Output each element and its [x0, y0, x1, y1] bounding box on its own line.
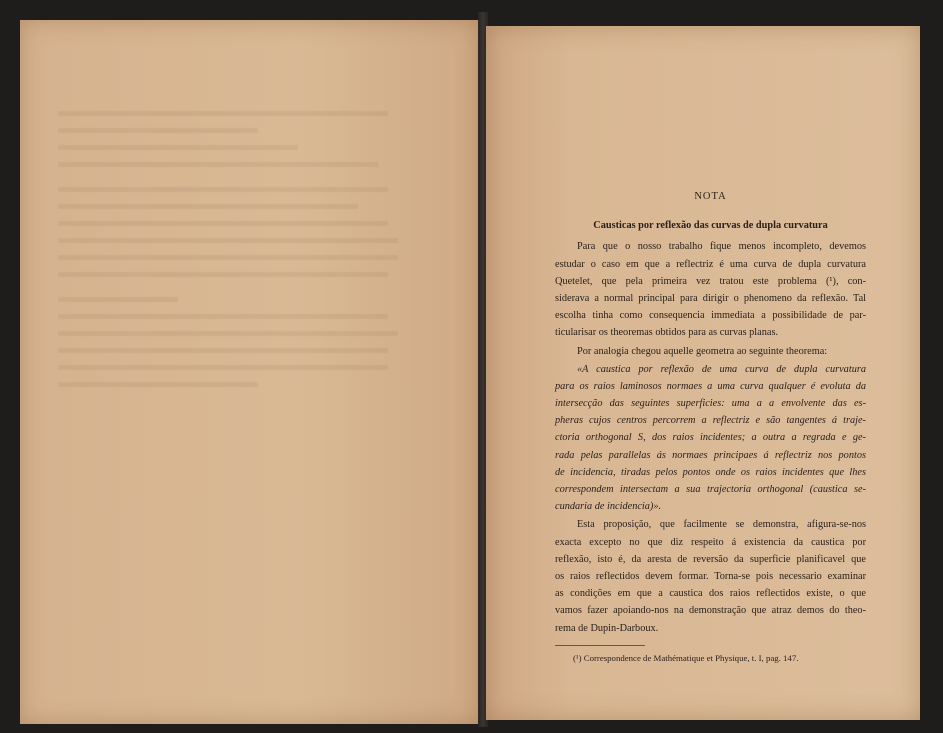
text-line: Esta proposição, que facilmente se demonstra, afigura-se-nos: [577, 519, 866, 531]
faded-line: [58, 181, 388, 192]
footnote-divider: [555, 645, 645, 646]
faded-line: [58, 308, 388, 319]
page-heading: NOTA: [694, 191, 727, 202]
faded-line: [58, 232, 398, 243]
text-line: exacta excepto no que diz respeito á existencia da caustica por: [555, 536, 866, 548]
faded-line: [58, 266, 388, 277]
faded-line: [58, 156, 378, 167]
faded-line: [58, 359, 388, 370]
text-line: rada pelas parallelas ás normaes principaes á reflectriz nos pontos: [555, 449, 866, 461]
faded-line: [58, 342, 388, 353]
text-line: ctoria orthogonal S, dos raios incidentes; a outra a regrada e ge-: [555, 432, 866, 444]
left-page-bleed-through-text: [58, 105, 458, 393]
faded-line: [58, 122, 258, 133]
faded-line: [58, 105, 388, 116]
quoted-theorem: [555, 361, 866, 516]
body-text: [555, 238, 866, 636]
faded-line: [58, 325, 398, 336]
paragraph: [555, 343, 866, 360]
text-line: ticularisar os theoremas obtidos para as curvas planas.: [555, 327, 779, 339]
faded-line: [58, 215, 388, 226]
text-line: escolha tinha como consequencia immediata a possibilidade de par-: [555, 310, 866, 322]
faded-line: [58, 376, 258, 387]
text-line: para os raios laminosos normaes a uma curva qualquer é evoluta da: [555, 380, 866, 392]
text-line: «A caustica por reflexão de uma curva de dupla curvatura: [577, 363, 866, 375]
text-line: de incidencia, tiradas pelos pontos onde os raios incidentes que lhes: [555, 466, 866, 478]
faded-line: [58, 291, 178, 302]
paragraph: [555, 238, 866, 341]
right-page-text: [555, 188, 866, 664]
faded-line: [58, 249, 398, 260]
text-line: siderava a normal principal para dirigir o phenomeno da reflexão. Tal: [555, 292, 866, 304]
text-line: intersecção das seguintes superficies: uma a a envolvente das es-: [555, 398, 866, 410]
text-line: os raios reflectidos devem formar. Torna-se pois necessario examinar: [555, 570, 866, 582]
text-line: Para que o nosso trabalho fique menos incompleto, devemos: [577, 241, 866, 253]
faded-line: [58, 139, 298, 150]
text-line: rema de Dupin-Darboux.: [555, 622, 659, 634]
text-line: as condições em que a caustica dos raios reflectidos existe, o que: [555, 588, 866, 600]
text-line: estudar o caso em que a reflectriz é uma curva de dupla curvatura: [555, 258, 866, 270]
paragraph: [555, 516, 866, 636]
text-line: pheras cujos centros percorrem a reflectriz e são tangentes á traje-: [555, 415, 866, 427]
text-line: cundaria de incidencia)».: [555, 501, 662, 513]
text-line: reflexão, isto é, da aresta de reversão da superficie planificavel que: [555, 553, 866, 565]
text-line: correspondem intersectam a sua trajectoria orthogonal (caustica se-: [555, 484, 866, 496]
section-title: Causticas por reflexão das curvas de dupla curvatura: [593, 220, 828, 232]
faded-line: [58, 198, 358, 209]
text-line: vamos fazer apoiando-nos na demonstração que atraz demos do theo-: [555, 605, 866, 617]
text-line: Por analogia chegou aquelle geometra ao seguinte theorema:: [577, 345, 828, 357]
footnote: (¹) Correspondence de Mathématique et Physique, t. I, pag. 147.: [573, 652, 799, 663]
text-line: Quetelet, que pela primeira vez tratou este problema (¹), con-: [555, 275, 866, 287]
